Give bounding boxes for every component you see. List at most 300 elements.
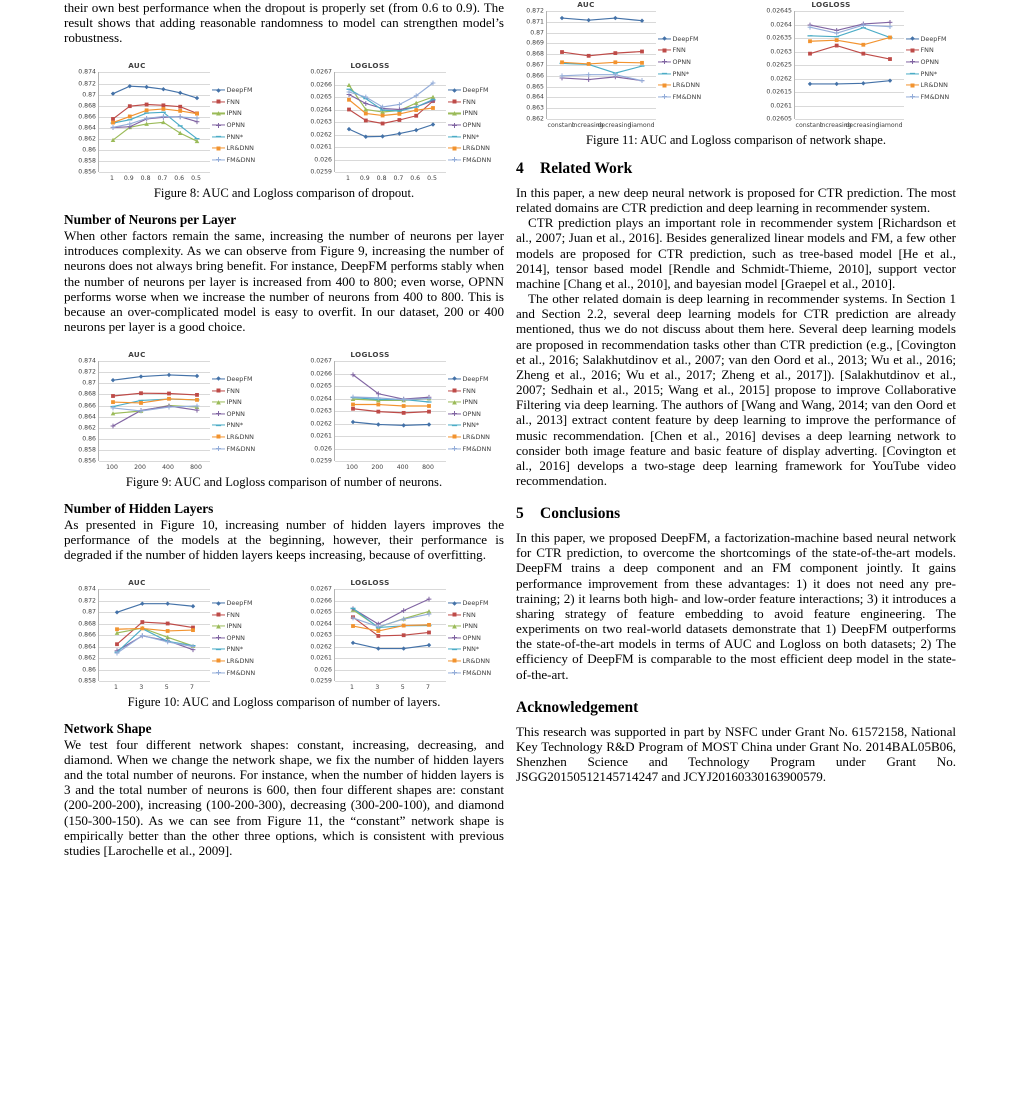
legend-item-fnn: [448, 385, 491, 397]
y-axis-labels: [294, 357, 334, 465]
legend-label: PNN*: [462, 132, 480, 141]
series-line-deepfm: [113, 87, 197, 99]
figure-9: [64, 350, 504, 475]
chart-legend: [448, 373, 491, 454]
y-tick-label: 0.0265: [310, 608, 332, 616]
legend-swatch-pnn-: [658, 69, 671, 78]
y-tick-label: 0.865: [526, 83, 544, 91]
x-tick-label: 1: [114, 684, 118, 692]
chart-title: AUC: [128, 578, 146, 588]
chart-fig8-auc: [64, 61, 272, 186]
y-tick-label: 0.864: [78, 124, 96, 132]
legend-label: FNN: [462, 97, 476, 106]
plot-area: [64, 357, 272, 475]
y-axis-labels: [758, 7, 794, 123]
y-tick-label: 0.858: [78, 446, 96, 454]
y-tick-label: 0.0262: [770, 75, 792, 82]
chart-legend: [212, 373, 255, 454]
legend-swatch-fm-dnn: [658, 92, 671, 101]
x-tick-label: 3: [139, 684, 144, 692]
legend-swatch-lr-dnn: [212, 432, 225, 441]
y-tick-label: 0.871: [526, 18, 544, 26]
legend-item-fm-dnn: [212, 443, 255, 455]
y-tick-label: 0.872: [78, 368, 96, 376]
y-axis-labels: [294, 585, 334, 685]
paragraph-related-work-2: CTR prediction plays an important role in recommender system [Richardson et al., 2007; Juan et al., 2016]. Besides generalized linear models and FM, a few other models are proposed for CTR prediction, such as tree-based model [He et al., 2014], tensor based model [Rendle and Schmidt-Thieme, 2010], support vector machine [Chang et al., 2010], and bayesian model [Graepel et al., 2010].: [516, 215, 956, 291]
series-line-deepfm: [353, 422, 429, 425]
legend-item-ipnn: [448, 620, 491, 632]
x-tick-label: 800: [422, 464, 434, 472]
x-tick-label: increasing: [571, 122, 604, 129]
chart-title: AUC: [577, 0, 595, 9]
legend-label: LR&DNN: [672, 81, 700, 90]
chart-legend: [658, 33, 701, 103]
chart-title: LOGLOSS: [350, 350, 390, 360]
series-line-lr-dnn: [349, 100, 433, 116]
legend-label: FM&DNN: [920, 92, 950, 101]
y-tick-label: 0.866: [78, 631, 96, 639]
legend-label: IPNN: [226, 109, 242, 118]
y-tick-label: 0.874: [78, 68, 96, 76]
legend-label: DeepFM: [462, 599, 489, 608]
y-tick-label: 0.0264: [310, 395, 332, 403]
plot-area: [294, 68, 504, 186]
section-title-4: Related Work: [540, 160, 633, 177]
x-tick-label: 3: [375, 684, 380, 692]
gridline: [335, 172, 446, 173]
legend-item-opnn: [658, 56, 701, 68]
legend-item-deepfm: [212, 597, 255, 609]
y-tick-label: 0.868: [78, 620, 96, 628]
legend-swatch-fnn: [658, 46, 671, 55]
legend-swatch-fnn: [906, 46, 919, 55]
x-tick-label: diamond: [875, 122, 903, 129]
x-tick-label: constant: [795, 122, 823, 129]
legend-item-lr-dnn: [906, 79, 949, 91]
legend-label: LR&DNN: [462, 144, 490, 153]
chart-title: LOGLOSS: [350, 578, 390, 588]
chart-fig8-logloss: [294, 61, 504, 186]
legend-item-fm-dnn: [212, 154, 255, 166]
chart-legend: [212, 84, 255, 165]
y-tick-label: 0.0267: [310, 357, 332, 365]
legend-item-pnn-: [448, 644, 491, 656]
gridline: [795, 119, 904, 120]
legend-swatch-pnn-: [448, 421, 461, 430]
y-tick-label: 0.0266: [310, 370, 332, 378]
y-tick-label: 0.0266: [310, 81, 332, 89]
legend-item-lr-dnn: [212, 655, 255, 667]
legend-item-fm-dnn: [906, 91, 949, 103]
y-tick-label: 0.868: [78, 102, 96, 110]
x-tick-label: 1: [350, 684, 354, 692]
legend-label: PNN*: [226, 421, 244, 430]
plot-area: [64, 68, 272, 186]
series-layer: [99, 589, 211, 681]
plot-canvas: [334, 361, 446, 461]
section-heading-conclusions: [516, 504, 956, 524]
legend-label: FM&DNN: [226, 444, 256, 453]
plot-canvas: [98, 361, 210, 461]
legend-item-ipnn: [448, 108, 491, 120]
x-tick-label: 0.6: [410, 175, 421, 183]
legend-item-ipnn: [212, 396, 255, 408]
legend-label: PNN*: [226, 132, 244, 141]
legend-swatch-pnn-: [212, 132, 225, 141]
figure-11: [516, 0, 956, 133]
figure-9-caption: Figure 9: AUC and Logloss comparison of number of neurons.: [125, 475, 443, 490]
plot-area: [64, 585, 272, 695]
y-tick-label: 0.87: [82, 91, 96, 99]
y-axis-labels: [516, 7, 546, 123]
chart-title: AUC: [128, 350, 146, 360]
plot-canvas: [98, 72, 210, 172]
y-tick-label: 0.872: [78, 597, 96, 605]
figure-11-caption: Figure 11: AUC and Logloss comparison of network shape.: [586, 133, 886, 147]
plot-area: [294, 585, 504, 695]
legend-item-deepfm: [448, 84, 491, 96]
legend-label: LR&DNN: [226, 432, 254, 441]
legend-label: PNN*: [226, 645, 244, 654]
legend-swatch-ipnn: [448, 398, 461, 407]
legend-label: FNN: [920, 46, 934, 55]
x-tick-label: 400: [396, 464, 409, 472]
chart-fig10-auc: [64, 578, 272, 695]
plot-area: [758, 7, 956, 133]
legend-item-opnn: [212, 119, 255, 131]
legend-swatch-lr-dnn: [448, 144, 461, 153]
y-axis-labels: [64, 357, 98, 465]
paragraph-number-of-neurons: When other factors remain the same, increasing the number of neurons per layer introduces complexity. As we can observe from Figure 9, increasing the number of neurons does not always bring benefit. For instance, DeepFM performs stably when the number of neurons per layer is increased from 400 to 800; even worse, OPNN performs worse when we increase the number of neurons from 400 to 800. This is because an over-complicated model is easy to overfit. In our dataset, 200 or 400 neurons per layer is a good choice.: [64, 228, 504, 334]
legend-swatch-ipnn: [448, 109, 461, 118]
series-line-deepfm: [349, 125, 433, 137]
legend-item-fm-dnn: [448, 667, 491, 679]
legend-swatch-ipnn: [212, 109, 225, 118]
legend-label: FNN: [226, 97, 240, 106]
legend-item-pnn-: [212, 644, 255, 656]
x-tick-label: 0.9: [123, 175, 134, 183]
y-tick-label: 0.0263: [770, 48, 792, 55]
legend-item-deepfm: [448, 597, 491, 609]
series-layer: [99, 72, 211, 172]
legend-item-lr-dnn: [448, 142, 491, 154]
y-tick-label: 0.0262: [310, 131, 332, 139]
legend-item-deepfm: [448, 373, 491, 385]
section-number-5: 5: [516, 505, 524, 523]
legend-swatch-pnn-: [448, 132, 461, 141]
x-tick-label: 0.6: [174, 175, 185, 183]
legend-label: FM&DNN: [226, 155, 256, 164]
legend-swatch-lr-dnn: [212, 656, 225, 665]
legend-swatch-deepfm: [658, 34, 671, 43]
x-tick-label: 100: [346, 464, 358, 472]
legend-item-pnn-: [658, 68, 701, 80]
series-layer: [795, 11, 905, 119]
legend-item-pnn-: [448, 420, 491, 432]
legend-swatch-deepfm: [448, 374, 461, 383]
plot-canvas: [794, 11, 904, 119]
legend-label: PNN*: [462, 421, 480, 430]
legend-swatch-deepfm: [212, 599, 225, 608]
chart-legend: [448, 597, 491, 678]
y-tick-label: 0.0263: [310, 631, 332, 639]
legend-swatch-deepfm: [448, 599, 461, 608]
legend-item-opnn: [212, 632, 255, 644]
legend-swatch-fm-dnn: [212, 668, 225, 677]
y-tick-label: 0.86: [82, 435, 96, 443]
y-tick-label: 0.02625: [766, 61, 792, 69]
chart-fig9-logloss: [294, 350, 504, 475]
series-line-lr-dnn: [810, 37, 890, 44]
x-tick-label: 400: [162, 464, 174, 472]
legend-item-opnn: [212, 408, 255, 420]
y-tick-label: 0.858: [78, 677, 96, 685]
x-tick-label: 800: [190, 464, 202, 472]
legend-label: OPNN: [920, 57, 939, 66]
subheading-number-of-hidden-layers: Number of Hidden Layers: [64, 501, 214, 517]
legend-label: OPNN: [462, 409, 481, 418]
paragraph-conclusions: In this paper, we proposed DeepFM, a factorization-machine based neural network for CTR prediction, to overcome the shortcomings of the state-of-the-art models. DeepFM trains a deep component and an FM component jointly. It gains performance improvement from these advantages: 1) it does not need any pre-training; 2) it learns both high- and low-order feature interactions; 3) it introduces a sharing strategy of feature embedding to avoid feature engineering. The experiments on two real-world datasets demonstrate that 1) DeepFM outperforms the state-of-the-art models in terms of AUC and Logloss on both datasets; 2) The efficiency of DeepFM is comparable to the most efficient deep model in the state-of-the-art.: [516, 530, 956, 682]
series-line-opnn: [353, 375, 429, 399]
x-tick-label: constant: [547, 122, 575, 129]
legend-label: FM&DNN: [462, 155, 492, 164]
legend-label: DeepFM: [462, 374, 489, 383]
legend-label: FNN: [226, 610, 240, 619]
y-tick-label: 0.0264: [770, 21, 792, 28]
legend-swatch-pnn-: [212, 645, 225, 654]
legend-item-fm-dnn: [212, 667, 255, 679]
y-axis-labels: [294, 68, 334, 176]
legend-swatch-lr-dnn: [448, 656, 461, 665]
legend-swatch-opnn: [448, 633, 461, 642]
legend-swatch-lr-dnn: [658, 81, 671, 90]
y-tick-label: 0.02615: [766, 88, 792, 96]
y-tick-label: 0.0263: [310, 118, 332, 126]
legend-swatch-deepfm: [212, 374, 225, 383]
chart-legend: [212, 597, 255, 678]
legend-label: FM&DNN: [672, 92, 702, 101]
plot-canvas: [546, 11, 656, 119]
paragraph-related-work-1: In this paper, a new deep neural network is proposed for CTR prediction. The most related domains are CTR prediction and deep learning in recommender system.: [516, 185, 956, 216]
legend-swatch-fm-dnn: [448, 155, 461, 164]
legend-item-deepfm: [658, 33, 701, 45]
x-tick-label: decreasing: [845, 122, 880, 129]
legend-item-fm-dnn: [658, 91, 701, 103]
y-tick-label: 0.862: [78, 424, 96, 432]
legend-label: OPNN: [462, 121, 481, 130]
section-number-4: 4: [516, 160, 524, 177]
legend-label: DeepFM: [226, 374, 253, 383]
legend-swatch-fm-dnn: [448, 444, 461, 453]
y-tick-label: 0.87: [82, 608, 96, 616]
subheading-number-of-neurons: Number of Neurons per Layer: [64, 212, 237, 228]
legend-item-opnn: [448, 119, 491, 131]
legend-swatch-deepfm: [906, 34, 919, 43]
y-tick-label: 0.0267: [310, 585, 332, 593]
chart-legend: [906, 33, 949, 103]
legend-item-lr-dnn: [448, 431, 491, 443]
legend-swatch-lr-dnn: [448, 432, 461, 441]
y-tick-label: 0.0259: [310, 457, 332, 465]
y-tick-label: 0.862: [78, 135, 96, 143]
y-tick-label: 0.02635: [766, 34, 792, 42]
series-line-deepfm: [117, 604, 193, 613]
y-tick-label: 0.858: [78, 157, 96, 165]
series-line-fnn: [562, 52, 642, 56]
y-tick-label: 0.856: [78, 457, 96, 465]
legend-item-lr-dnn: [658, 79, 701, 91]
y-tick-label: 0.02605: [766, 115, 792, 123]
y-tick-label: 0.0261: [310, 432, 332, 440]
series-line-lr-dnn: [353, 405, 429, 407]
legend-item-ipnn: [212, 620, 255, 632]
series-line-ipnn: [353, 610, 429, 627]
legend-label: IPNN: [462, 398, 478, 407]
x-tick-label: 0.5: [191, 175, 201, 183]
chart-title: LOGLOSS: [350, 61, 390, 71]
legend-item-deepfm: [212, 84, 255, 96]
plot-canvas: [334, 72, 446, 172]
x-tick-label: 7: [190, 684, 194, 692]
y-tick-label: 0.856: [78, 168, 96, 176]
legend-label: IPNN: [462, 109, 478, 118]
legend-swatch-lr-dnn: [906, 81, 919, 90]
legend-swatch-ipnn: [448, 622, 461, 631]
gridline: [99, 681, 210, 682]
legend-item-ipnn: [448, 396, 491, 408]
legend-item-pnn-: [448, 131, 491, 143]
series-layer: [335, 361, 447, 461]
y-tick-label: 0.872: [526, 7, 544, 15]
legend-item-opnn: [906, 56, 949, 68]
legend-label: DeepFM: [226, 86, 253, 95]
legend-item-opnn: [448, 632, 491, 644]
x-tick-label: 7: [426, 684, 430, 692]
legend-item-pnn-: [212, 131, 255, 143]
y-tick-label: 0.0262: [310, 420, 332, 428]
y-tick-label: 0.869: [526, 39, 544, 47]
legend-item-fnn: [906, 45, 949, 57]
figure-10-caption: Figure 10: AUC and Logloss comparison of number of layers.: [127, 695, 441, 710]
gridline: [335, 681, 446, 682]
y-tick-label: 0.0259: [310, 677, 332, 685]
y-tick-label: 0.0264: [310, 106, 332, 114]
x-tick-label: 5: [164, 684, 169, 692]
legend-label: PNN*: [462, 645, 480, 654]
x-tick-label: 0.8: [376, 175, 387, 183]
legend-label: LR&DNN: [226, 656, 254, 665]
legend-swatch-ipnn: [212, 622, 225, 631]
section-heading-related-work: [516, 159, 956, 179]
paragraph-dropout-continued: their own best performance when the dropout is properly set (from 0.6 to 0.9). The result shows that adding reasonable randomness to model can strengthen model’s robustness.: [64, 0, 504, 46]
legend-swatch-fm-dnn: [212, 155, 225, 164]
y-tick-label: 0.87: [530, 29, 544, 37]
paragraph-hidden-layers: As presented in Figure 10, increasing number of hidden layers improves the performance of the models at the beginning, however, their performance is degraded if the number of hidden layers keeps increasing, because of overfitting.: [64, 516, 504, 563]
x-tick-label: 0.5: [427, 175, 437, 183]
y-tick-label: 0.866: [78, 402, 96, 410]
y-tick-label: 0.026: [314, 445, 332, 453]
chart-fig11-auc: [516, 0, 714, 133]
legend-swatch-deepfm: [448, 86, 461, 95]
y-tick-label: 0.862: [526, 115, 544, 123]
series-line-deepfm: [810, 81, 890, 84]
y-tick-label: 0.863: [526, 104, 544, 112]
chart-fig10-logloss: [294, 578, 504, 695]
legend-label: LR&DNN: [462, 432, 490, 441]
series-layer: [99, 361, 211, 461]
series-line-fnn: [353, 409, 429, 413]
paragraph-network-shape: We test four different network shapes: constant, increasing, decreasing, and diamond. When we change the network shape, we fix the number of hidden layers and the total number of neurons. For instance, when the number of hidden layers is 3 and the total number of neurons is 600, then four different shapes are: constant (200-200-200), increasing (100-200-300), decreasing (300-200-100), and diamond (150-300-150). As we can see from Figure 11, the “constant” network shape is empirically better than the other three options, which is consistent with previous studies [Larochelle et al., 2009].: [64, 736, 504, 858]
legend-label: OPNN: [226, 633, 245, 642]
legend-swatch-opnn: [448, 409, 461, 418]
y-tick-label: 0.0264: [310, 620, 332, 628]
y-tick-label: 0.866: [526, 72, 544, 80]
legend-item-fnn: [448, 96, 491, 108]
section-title-5: Conclusions: [540, 505, 621, 523]
legend-item-fnn: [212, 609, 255, 621]
legend-label: IPNN: [226, 622, 242, 631]
y-tick-label: 0.868: [78, 390, 96, 398]
legend-item-fm-dnn: [448, 154, 491, 166]
legend-item-pnn-: [906, 68, 949, 80]
legend-label: IPNN: [226, 398, 242, 407]
gridline: [99, 461, 210, 462]
legend-item-lr-dnn: [212, 431, 255, 443]
chart-title: AUC: [128, 61, 146, 71]
x-tick-label: decreasing: [597, 122, 632, 129]
y-tick-label: 0.864: [526, 93, 544, 101]
legend-label: FNN: [462, 610, 476, 619]
legend-item-lr-dnn: [448, 655, 491, 667]
paragraph-related-work-3: The other related domain is deep learning in recommender systems. In Section 1 and Section 2.2, several deep learning models for CTR prediction are already mentioned, thus we do not discuss about them here. Several deep learning models are proposed in recommendation tasks other than CTR prediction (e.g., [Covington et al., 2016; Salakhutdinov et al., 2007; van den Oord et al., 2013; Wu et al., 2016; Zheng et al., 2016; Wu et al., 2017; Zheng et al., 2017]). [Salakhutdinov et al., 2007; Sedhain et al., 2015; Wang et al., 2015] propose to improve Collaborative Filtering via deep learning. The authors of [Wang and Wang, 2014; van den Oord et al., 2013] extract content feature by deep learning to improve the performance of music recommendation. [Chen et al., 2016] devises a deep learning network to consider both image feature and basic feature of display adverting. [Covington et al., 2016] develops a two-stage deep learning framework for YouTube video recommendation.: [516, 291, 956, 488]
legend-label: FNN: [462, 386, 476, 395]
x-tick-label: 200: [134, 464, 146, 472]
legend-swatch-opnn: [212, 633, 225, 642]
y-axis-labels: [64, 68, 98, 176]
legend-swatch-opnn: [906, 57, 919, 66]
x-tick-label: 5: [400, 684, 405, 692]
x-tick-label: 1: [346, 175, 350, 183]
gridline: [335, 461, 446, 462]
legend-label: FNN: [672, 46, 686, 55]
y-tick-label: 0.026: [314, 666, 332, 674]
y-tick-label: 0.0261: [770, 102, 792, 109]
series-line-deepfm: [113, 375, 197, 380]
legend-swatch-fnn: [448, 97, 461, 106]
figure-10: [64, 578, 504, 695]
legend-swatch-pnn-: [906, 69, 919, 78]
legend-label: OPNN: [462, 633, 481, 642]
legend-swatch-fnn: [212, 386, 225, 395]
chart-legend: [448, 84, 491, 165]
legend-label: DeepFM: [226, 599, 253, 608]
legend-swatch-pnn-: [212, 421, 225, 430]
series-layer: [547, 11, 657, 119]
legend-item-fnn: [212, 385, 255, 397]
left-column: [64, 0, 504, 858]
right-column: [516, 0, 956, 784]
series-line-fnn: [810, 46, 890, 60]
legend-label: FM&DNN: [226, 668, 256, 677]
plot-canvas: [334, 589, 446, 681]
y-tick-label: 0.874: [78, 585, 96, 593]
y-tick-label: 0.874: [78, 357, 96, 365]
y-tick-label: 0.0261: [310, 654, 332, 662]
legend-label: FNN: [226, 386, 240, 395]
legend-item-ipnn: [212, 108, 255, 120]
y-tick-label: 0.0262: [310, 643, 332, 651]
y-tick-label: 0.0267: [310, 68, 332, 76]
